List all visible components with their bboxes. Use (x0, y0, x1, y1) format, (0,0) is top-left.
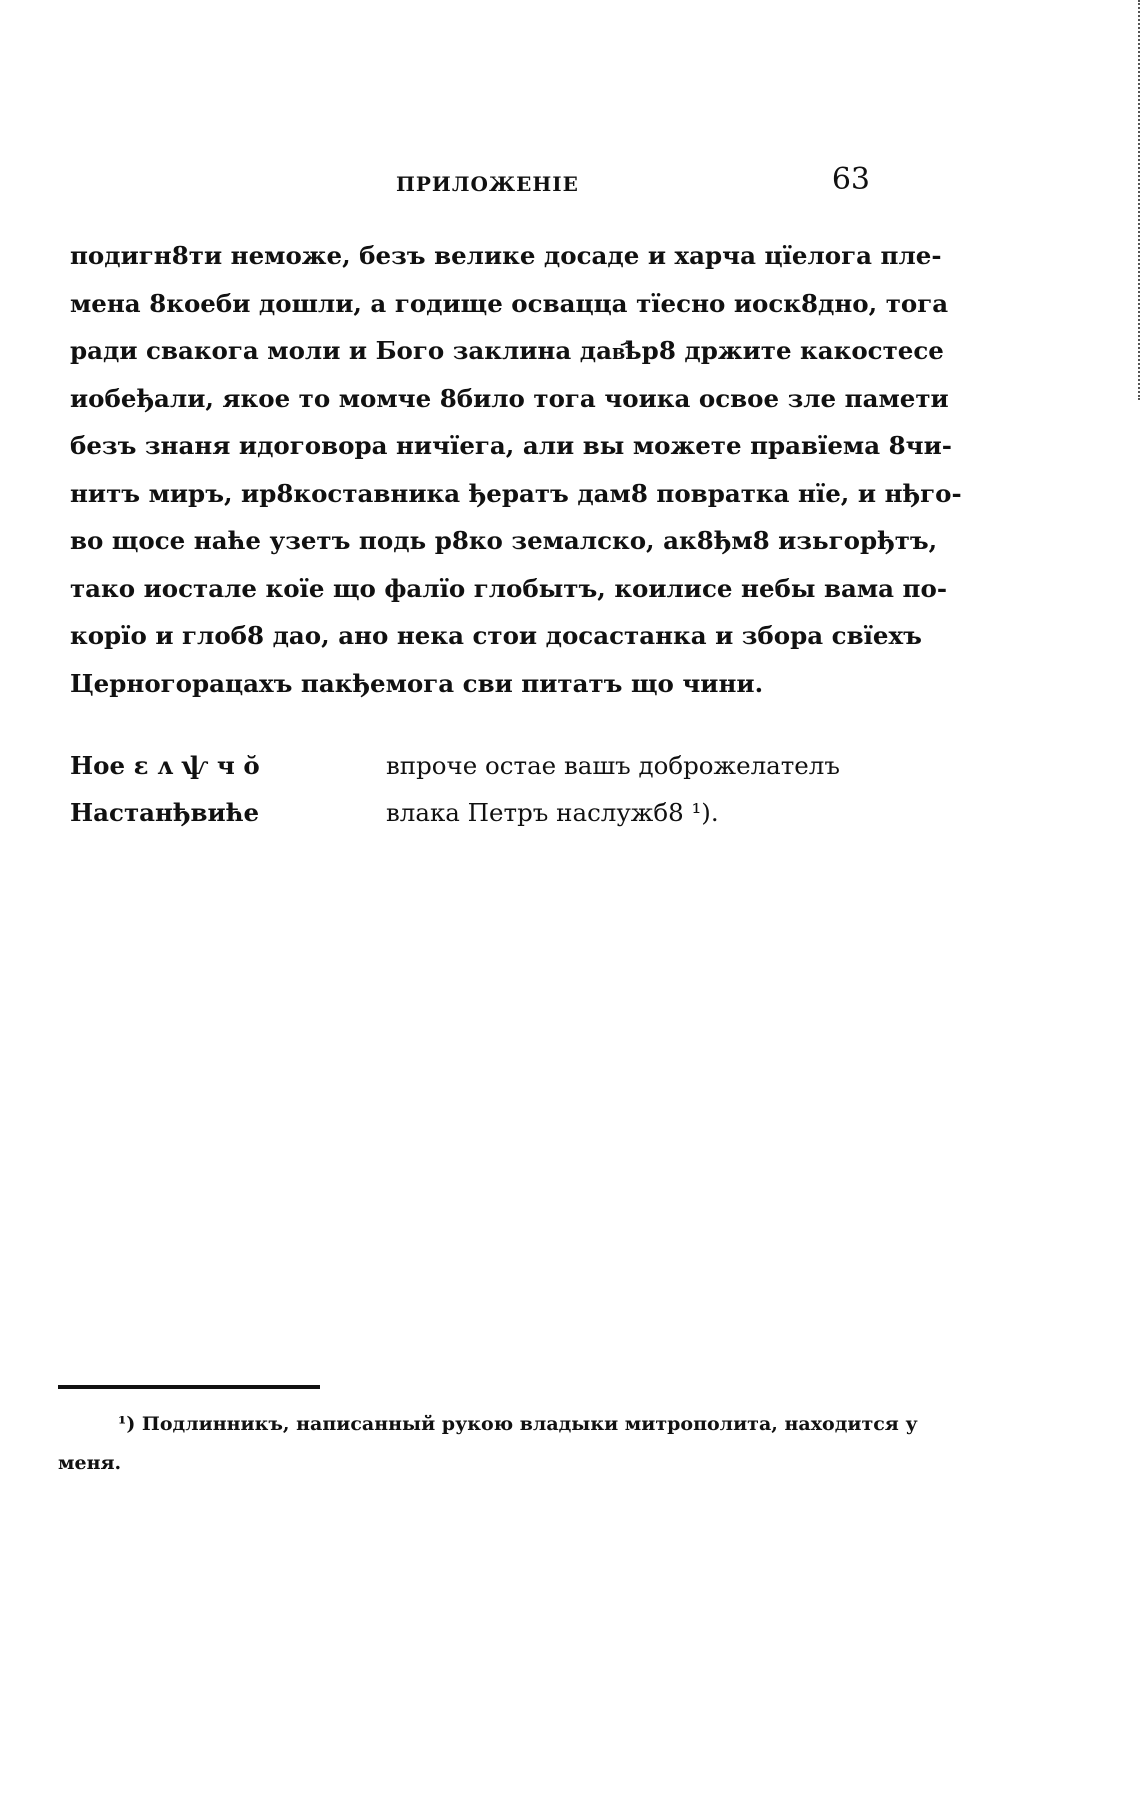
footnote (58, 1405, 918, 1483)
text-line: мена 8коеби дошли, а годище освацца тїесно иоск8дно, тога (70, 288, 949, 318)
signature-name: влака Петръ наслужб8 ¹). (386, 798, 719, 827)
text-line: подигн8ти неможе, безъ велике досаде и харча цїелога пле- (70, 241, 942, 270)
text-line: во щосе наће узетъ подь р8ко земалско, ак8ђм8 изьгорђтъ, (70, 526, 938, 555)
signature-closing: впроче остае вашъ доброжелателъ (386, 751, 840, 780)
footnote-rule (58, 1385, 320, 1389)
signature-left (70, 742, 260, 836)
body-text (70, 232, 962, 707)
signature-place: Настанђвиће (70, 798, 260, 827)
running-head (70, 162, 870, 202)
signature-right (386, 742, 840, 836)
text-line: иобеђали, якое то момче 8било тога чоика освое зле памети (70, 383, 949, 413)
text-line: нитъ миръ, ир8коставника ђератъ дам8 повратка нїе, и нђго- (70, 478, 962, 508)
page-edge-marks (1124, 0, 1140, 400)
footnote-line: ¹) Подлинникъ, написанный рукою владыки митрополита, находится у (118, 1413, 918, 1435)
text-line: Церногорацахъ пакђемога сви питатъ що чини. (70, 668, 764, 698)
text-line: тако иостале коїе що фалїо глобытъ, коилисе небы вама по- (70, 573, 947, 603)
text-line: ради свакога моли и Бого заклина дав҄ҍр8 држите какостесе (70, 336, 944, 365)
text-line: корїо и глоб8 дао, ано нека стои досастанка и збора свїехъ (70, 621, 922, 650)
footnote-line: меня. (58, 1452, 122, 1474)
signature-date: Ное ɛ ʌ ѱ ч ŏ (70, 751, 260, 780)
page-number: 63 (831, 162, 870, 197)
running-title: ПРИЛОЖЕНІЕ (396, 172, 579, 196)
signature-block (70, 742, 870, 842)
text-line: безъ знаня идоговора ничїега, али вы можете правїема 8чи- (70, 431, 952, 460)
